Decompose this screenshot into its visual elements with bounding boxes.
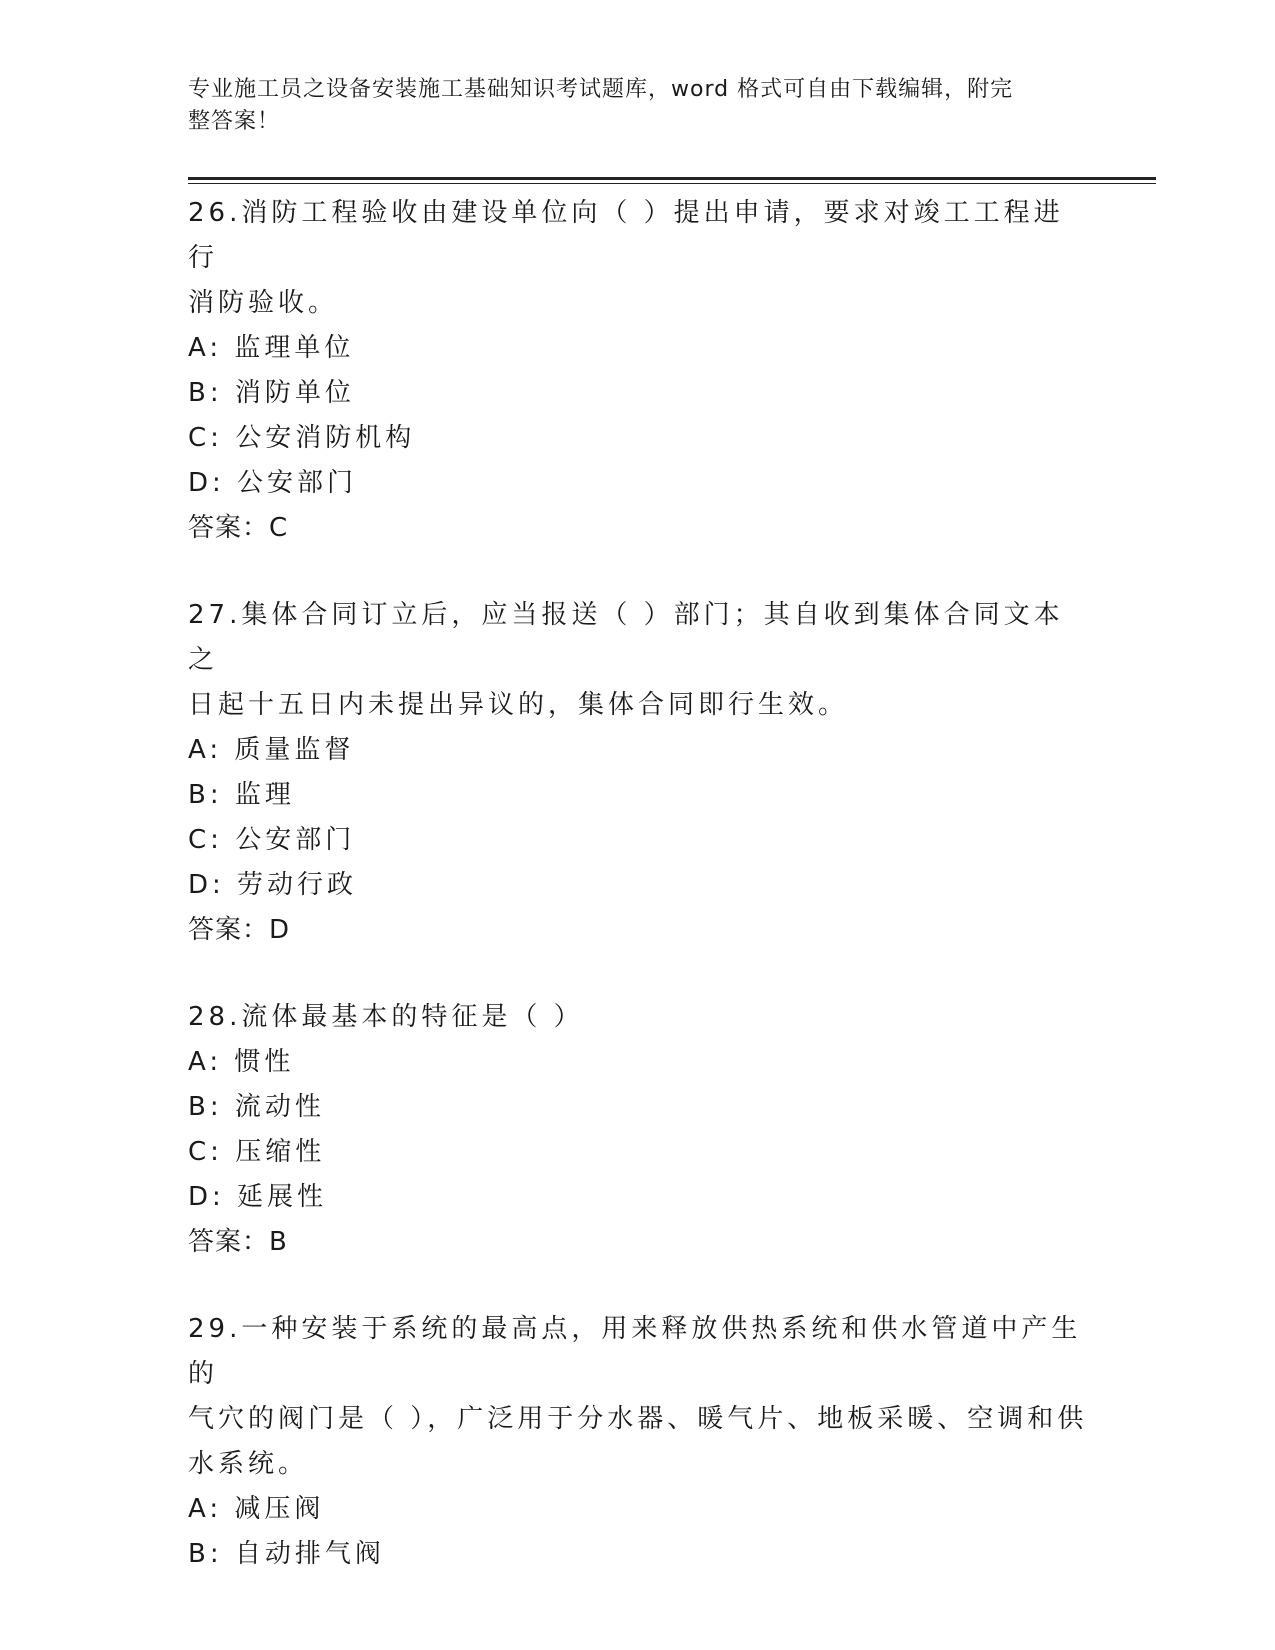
option-c [188, 416, 1088, 461]
option-text: 公安部门 [237, 468, 358, 498]
option-b [188, 1085, 1088, 1130]
option-key: B: [188, 1092, 223, 1122]
document-header [188, 74, 1068, 138]
header-rule-thin [188, 183, 1156, 184]
option-a [188, 326, 1088, 371]
option-d [188, 1175, 1088, 1220]
answer: 答案：D [188, 915, 291, 945]
stem-line: 27.集体合同订立后，应当报送（ ）部门；其自收到集体合同文本之 [188, 600, 1064, 675]
option-text: 惯性 [234, 1047, 295, 1077]
question-stem [188, 1307, 1088, 1487]
option-c [188, 818, 1088, 863]
header-line-2: 整答案！ [188, 109, 281, 134]
option-c [188, 1130, 1088, 1175]
header-line-1: 专业施工员之设备安装施工基础知识考试题库，word 格式可自由下载编辑，附完 [188, 77, 1014, 102]
option-b [188, 371, 1088, 416]
stem-line: 28.流体最基本的特征是（ ） [188, 1002, 584, 1032]
option-key: D: [188, 1182, 225, 1212]
question-stem [188, 593, 1088, 728]
option-text: 公安部门 [235, 825, 356, 855]
answer: 答案：B [188, 1227, 288, 1257]
option-key: B: [188, 1539, 223, 1569]
stem-line: 日起十五日内未提出异议的，集体合同即行生效。 [188, 690, 849, 720]
option-key: B: [188, 780, 223, 810]
option-text: 公安消防机构 [235, 423, 416, 453]
stem-line: 26.消防工程验收由建设单位向（ ）提出申请，要求对竣工工程进行 [188, 198, 1064, 273]
option-text: 消防单位 [234, 378, 355, 408]
question-29 [188, 1307, 1088, 1577]
option-text: 监理单位 [234, 333, 355, 363]
option-d [188, 461, 1088, 506]
question-stem [188, 995, 1088, 1040]
option-b [188, 773, 1088, 818]
stem-line: 水系统。 [188, 1449, 309, 1479]
option-text: 延展性 [237, 1182, 328, 1212]
option-key: D: [188, 468, 225, 498]
option-a [188, 728, 1088, 773]
option-key: C: [188, 825, 223, 855]
option-text: 自动排气阀 [234, 1539, 385, 1569]
option-text: 劳动行政 [237, 870, 358, 900]
option-key: A: [188, 333, 223, 363]
option-text: 流动性 [234, 1092, 325, 1122]
option-text: 减压阀 [234, 1494, 325, 1524]
question-stem [188, 191, 1088, 326]
option-text: 监理 [234, 780, 295, 810]
option-a [188, 1040, 1088, 1085]
answer: 答案：C [188, 513, 289, 543]
question-28 [188, 995, 1088, 1265]
option-a [188, 1487, 1088, 1532]
option-d [188, 863, 1088, 908]
stem-line: 气穴的阀门是（ ），广泛用于分水器、暖气片、地板采暖、空调和供 [188, 1404, 1088, 1434]
option-key: A: [188, 1494, 223, 1524]
option-key: D: [188, 870, 225, 900]
option-key: C: [188, 1137, 223, 1167]
question-27 [188, 593, 1088, 953]
option-key: A: [188, 735, 223, 765]
option-text: 质量监督 [234, 735, 355, 765]
option-text: 压缩性 [235, 1137, 326, 1167]
question-26 [188, 191, 1088, 551]
stem-line: 29.一种安装于系统的最高点，用来释放供热系统和供水管道中产生的 [188, 1314, 1082, 1389]
stem-line: 消防验收。 [188, 288, 339, 318]
question-list [188, 191, 1088, 1619]
option-key: A: [188, 1047, 223, 1077]
option-b [188, 1532, 1088, 1577]
option-key: C: [188, 423, 223, 453]
header-rule-thick [188, 177, 1156, 180]
option-key: B: [188, 378, 223, 408]
